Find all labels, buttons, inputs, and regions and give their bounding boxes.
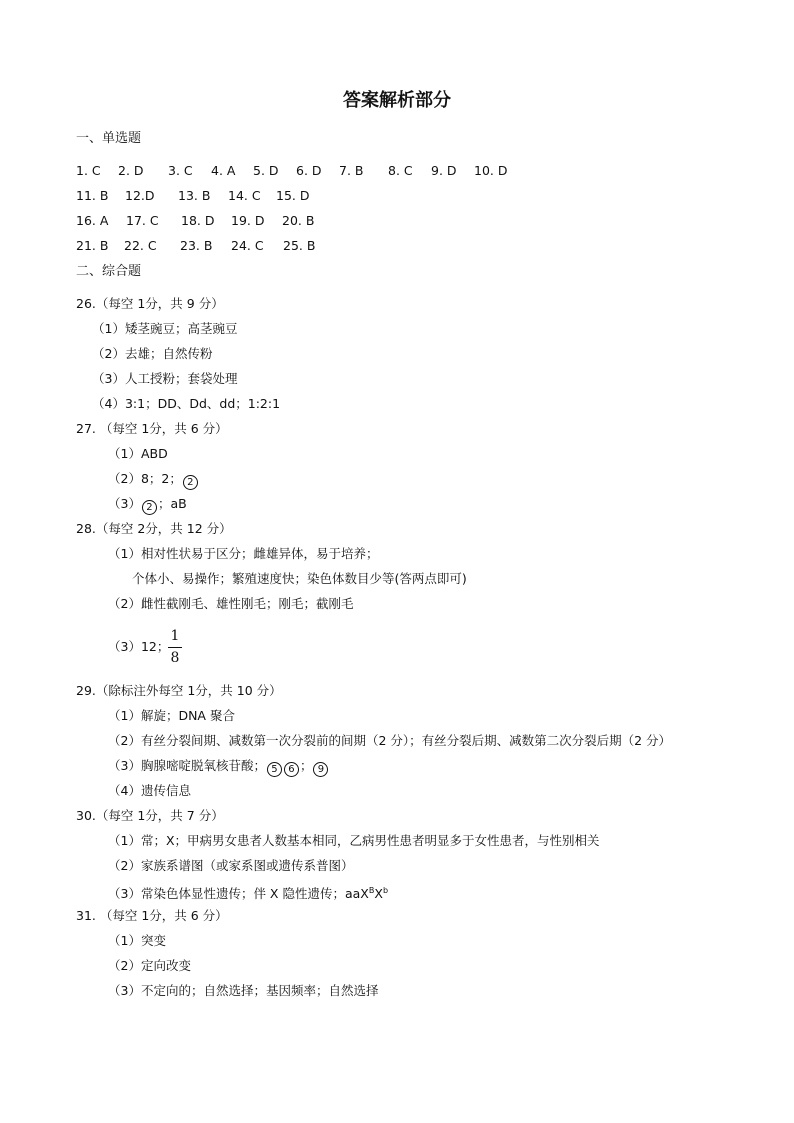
mc-answer: 6. D <box>296 163 322 178</box>
q28-answer-3: （3）12； <box>108 639 170 654</box>
q27-answer-2 <box>108 471 199 490</box>
mc-answer: 8. C <box>388 163 413 178</box>
q30-answer-2: （2）家族系谱图（或家系图或遗传系普图） <box>108 858 354 873</box>
q29-answer-3 <box>108 758 329 777</box>
q29-answer-2: （2）有丝分裂间期、减数第一次分裂前的间期（2 分）；有丝分裂后期、减数第二次分裂后期（2 分） <box>108 733 672 748</box>
q29-answer-3-text: （3）胸腺嘧啶脱氧核苷酸； <box>108 758 266 773</box>
q31-answer-2: （2）定向改变 <box>108 958 191 973</box>
circled-number: 2 <box>183 475 198 490</box>
q26-answer-4: （4）3:1；DD、Dd、dd；1:2:1 <box>92 396 281 411</box>
section-heading-single-choice: 一、单选题 <box>76 131 142 146</box>
mc-answer: 4. A <box>211 163 236 178</box>
mc-answer: 25. B <box>283 238 316 253</box>
superscript: B <box>368 886 375 895</box>
mc-answer: 1. C <box>76 163 101 178</box>
circled-number: 6 <box>284 762 299 777</box>
q28-answer-1: （1）相对性状易于区分；雌雄异体，易于培养； <box>108 546 379 561</box>
q31-answer-3: （3）不定向的；自然选择；基因频率；自然选择 <box>108 983 379 998</box>
fraction <box>168 628 182 667</box>
q31-answer-1: （1）突变 <box>108 933 166 948</box>
q29-answer-1: （1）解旋；DNA 聚合 <box>108 708 235 723</box>
question-29-heading: 29.（除标注外每空 1分，共 10 分） <box>76 683 282 698</box>
question-27-heading: 27. （每空 1分，共 6 分） <box>76 421 228 436</box>
fraction-numerator: 1 <box>170 628 180 644</box>
mc-answer: 22. C <box>124 238 157 253</box>
separator: ； <box>299 758 313 773</box>
circled-number: 2 <box>142 500 157 515</box>
mc-answer: 3. C <box>168 163 193 178</box>
q27-answer-3-suffix: ；aB <box>157 496 187 511</box>
circled-number: 5 <box>267 762 282 777</box>
mc-answer: 16. A <box>76 213 109 228</box>
page-title: 答案解析部分 <box>343 90 451 111</box>
section-heading-comprehensive: 二、综合题 <box>76 264 142 279</box>
mc-answer: 12.D <box>125 188 155 203</box>
question-30-heading: 30.（每空 1分，共 7 分） <box>76 808 224 823</box>
q29-answer-4: （4）遗传信息 <box>108 783 191 798</box>
q30-answer-3-text: （3）常染色体显性遗传；伴 X 隐性遗传；aaX <box>108 886 369 902</box>
mc-answer: 11. B <box>76 188 109 203</box>
mc-answer: 20. B <box>282 213 315 228</box>
mc-answer: 5. D <box>253 163 279 178</box>
mc-answer: 9. D <box>431 163 457 178</box>
mc-answer: 17. C <box>126 213 159 228</box>
mc-answer: 23. B <box>180 238 213 253</box>
q30-answer-1: （1）常；X；甲病男女患者人数基本相同，乙病男性患者明显多于女性患者，与性别相关 <box>108 833 600 848</box>
mc-answer: 15. D <box>276 188 310 203</box>
q26-answer-1: （1）矮茎豌豆；高茎豌豆 <box>92 321 238 336</box>
superscript: b <box>382 886 389 895</box>
mc-row-4 <box>76 238 315 254</box>
circled-number: 9 <box>313 762 328 777</box>
question-31-heading: 31. （每空 1分，共 6 分） <box>76 908 228 923</box>
q28-answer-2: （2）雌性截刚毛、雄性刚毛；刚毛；截刚毛 <box>108 596 354 611</box>
mc-answer: 10. D <box>474 163 508 178</box>
fraction-denominator: 8 <box>170 650 180 666</box>
mc-answer: 24. C <box>231 238 264 253</box>
q28-answer-1-continued: 个体小、易操作；繁殖速度快；染色体数目少等(答两点即可) <box>132 571 467 586</box>
question-28-heading: 28.（每空 2分，共 12 分） <box>76 521 232 536</box>
q30-answer-3-mid: X <box>374 886 383 902</box>
question-26-heading: 26.（每空 1分，共 9 分） <box>76 296 224 311</box>
q26-answer-2: （2）去雄；自然传粉 <box>92 346 213 361</box>
q30-answer-3 <box>108 883 388 902</box>
fraction-bar <box>168 647 182 648</box>
q27-answer-3 <box>108 496 187 515</box>
mc-answer: 21. B <box>76 238 109 253</box>
q27-answer-3-prefix: （3） <box>108 496 141 511</box>
mc-answer: 13. B <box>178 188 211 203</box>
mc-answer: 18. D <box>181 213 215 228</box>
mc-row-2 <box>76 188 309 204</box>
mc-row-3 <box>76 213 314 229</box>
mc-answer: 7. B <box>339 163 364 178</box>
q27-answer-1: （1）ABD <box>108 446 168 461</box>
q26-answer-3: （3）人工授粉；套袋处理 <box>92 371 238 386</box>
mc-answer: 14. C <box>228 188 261 203</box>
mc-answer: 2. D <box>118 163 144 178</box>
mc-row-1 <box>76 163 507 179</box>
mc-answer: 19. D <box>231 213 265 228</box>
q27-answer-2-text: （2）8；2； <box>108 471 182 486</box>
